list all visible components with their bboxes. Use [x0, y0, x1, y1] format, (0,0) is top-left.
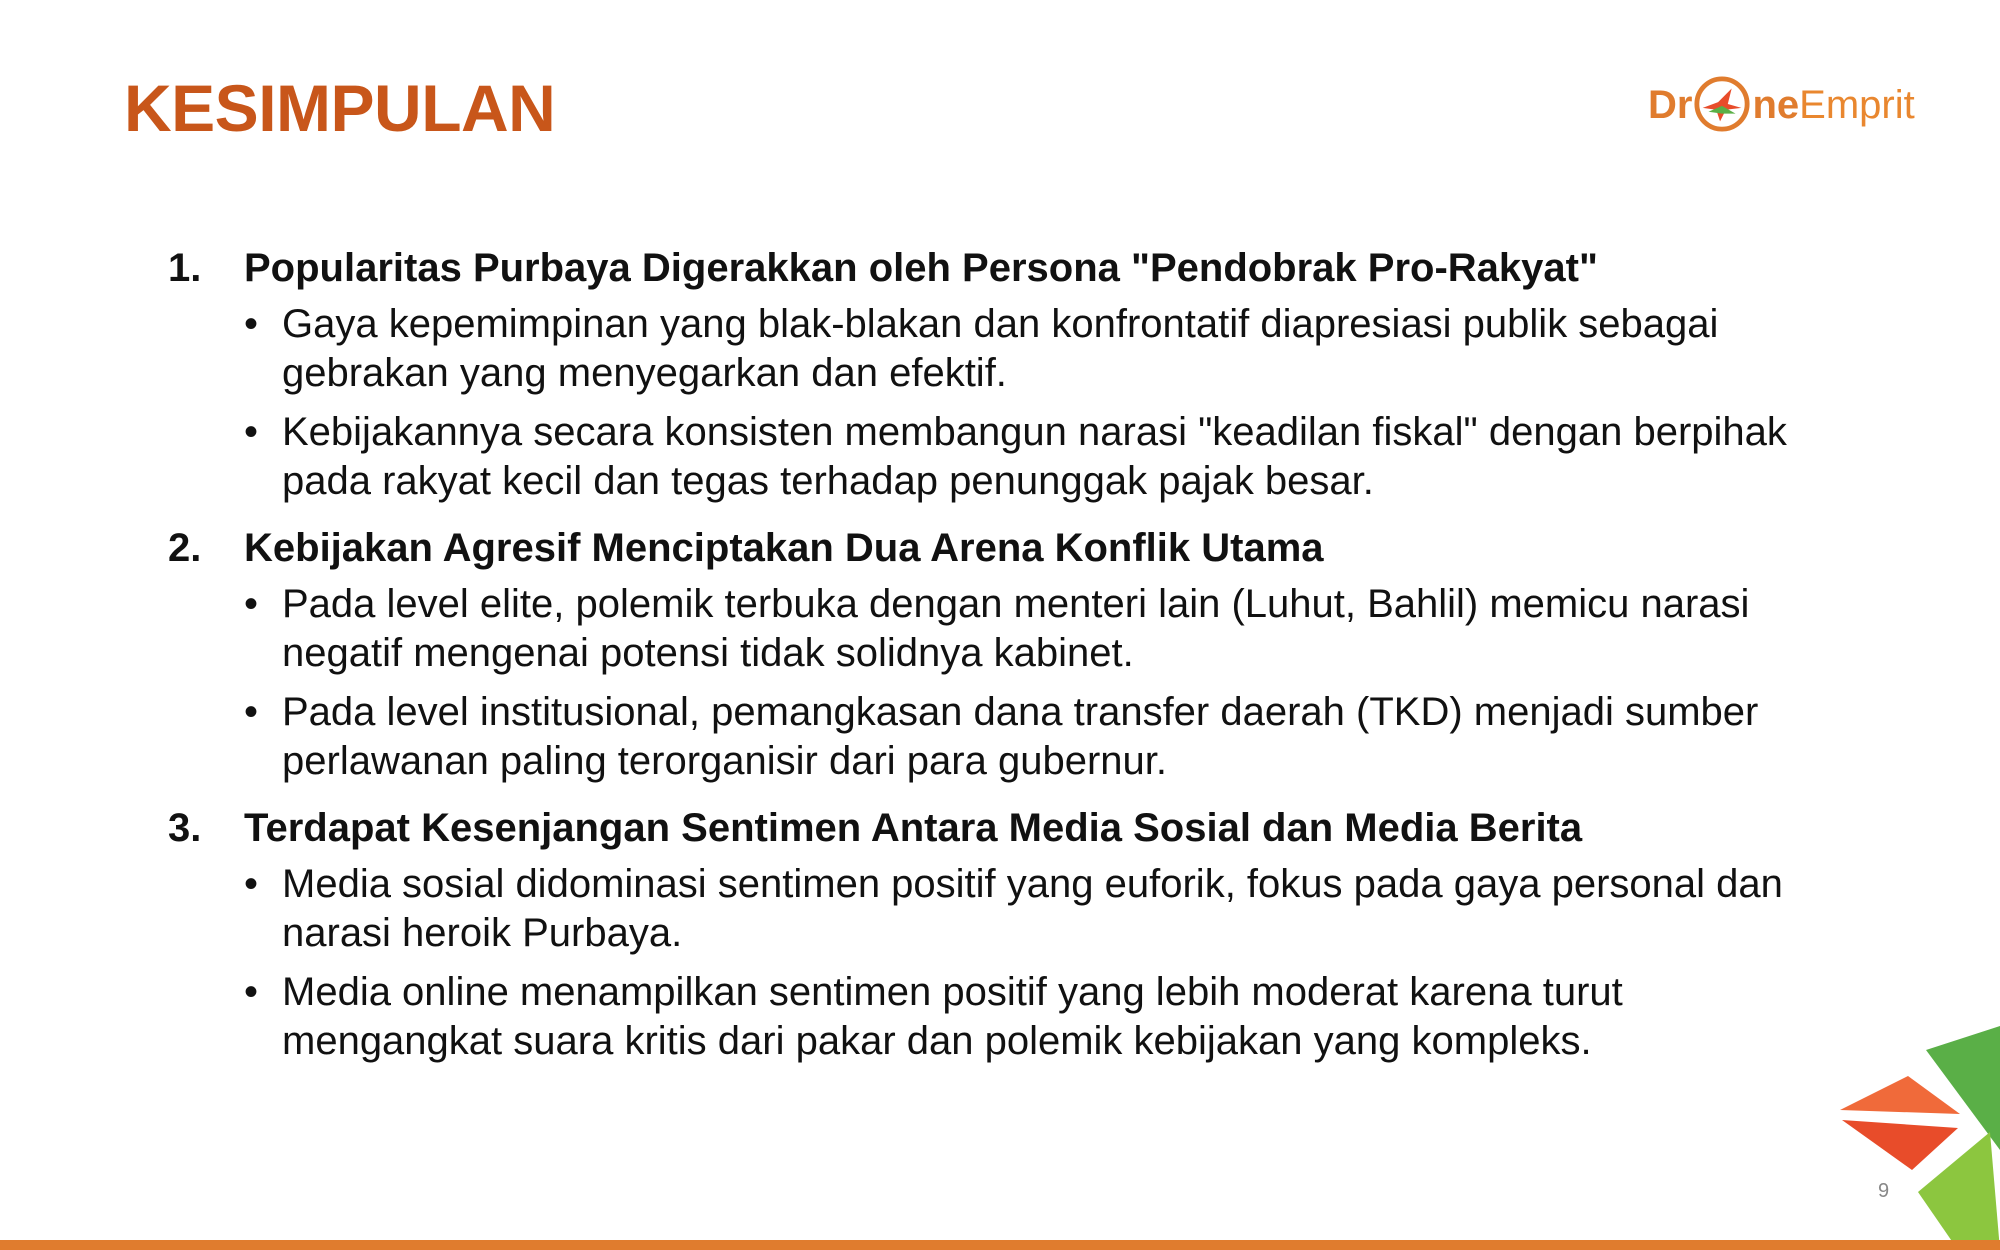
bullet-icon: • — [244, 302, 259, 346]
footer-bar — [0, 1240, 2000, 1250]
bullet-text: Media online menampilkan sentimen positif yang lebih moderat karena turut mengangkat suara kritis dari pakar dan polemik kebijakan yang kompleks. — [282, 970, 1623, 1063]
logo-text-dr: Dr — [1648, 83, 1693, 127]
bullet-icon: • — [244, 970, 259, 1014]
bullet-icon: • — [244, 690, 259, 734]
page-title: KESIMPULAN — [124, 71, 556, 145]
bullet-list — [244, 860, 1848, 1066]
point-heading-row — [168, 240, 1848, 296]
bird-drone-icon — [1693, 75, 1751, 133]
point-heading: Kebijakan Agresif Menciptakan Dua Arena Konflik Utama — [244, 526, 1324, 570]
bullet-text: Pada level institusional, pemangkasan dana transfer daerah (TKD) menjadi sumber perlawanan paling terorganisir dari para gubernur. — [282, 690, 1759, 783]
point-heading-row — [168, 520, 1848, 576]
point-number: 3. — [168, 806, 202, 850]
list-item — [244, 580, 1848, 678]
bullet-text: Pada level elite, polemik terbuka dengan menteri lain (Luhut, Bahlil) memicu narasi negatif mengenai potensi tidak solidnya kabinet. — [282, 582, 1750, 675]
conclusion-point-2 — [168, 520, 1848, 786]
bullet-icon: • — [244, 582, 259, 626]
list-item — [244, 860, 1848, 958]
conclusion-point-3 — [168, 800, 1848, 1066]
list-item — [244, 688, 1848, 786]
list-item — [244, 968, 1848, 1066]
point-heading: Terdapat Kesenjangan Sentimen Antara Media Sosial dan Media Berita — [244, 806, 1583, 850]
point-heading-row — [168, 800, 1848, 856]
bullet-icon: • — [244, 410, 259, 454]
drone-emprit-logo — [1648, 70, 1915, 140]
conclusion-point-1 — [168, 240, 1848, 506]
point-heading: Popularitas Purbaya Digerakkan oleh Persona "Pendobrak Pro-Rakyat" — [244, 246, 1598, 290]
bullet-icon: • — [244, 862, 259, 906]
red-shape — [1842, 1120, 1958, 1170]
bullet-list — [244, 300, 1848, 506]
corner-decoration-graphic — [1840, 1020, 2000, 1250]
bullet-text: Media sosial didominasi sentimen positif yang euforik, fokus pada gaya personal dan narasi heroik Purbaya. — [282, 862, 1783, 955]
conclusion-list — [168, 240, 1848, 1080]
list-item — [244, 300, 1848, 398]
orange-shape — [1840, 1076, 1960, 1114]
point-number: 2. — [168, 526, 202, 570]
logo-text-ne: ne — [1752, 83, 1800, 127]
bullet-text: Gaya kepemimpinan yang blak-blakan dan konfrontatif diapresiasi publik sebagai gebrakan yang menyegarkan dan efektif. — [282, 302, 1719, 395]
logo-text-emprit: Emprit — [1799, 83, 1915, 127]
logo-wordmark — [1648, 70, 1915, 140]
point-number: 1. — [168, 246, 202, 290]
page-number: 9 — [1878, 1180, 1890, 1202]
bullet-text: Kebijakannya secara konsisten membangun narasi "keadilan fiskal" dengan berpihak pada rakyat kecil dan tegas terhadap penunggak pajak besar. — [282, 410, 1787, 503]
list-item — [244, 408, 1848, 506]
bullet-list — [244, 580, 1848, 786]
